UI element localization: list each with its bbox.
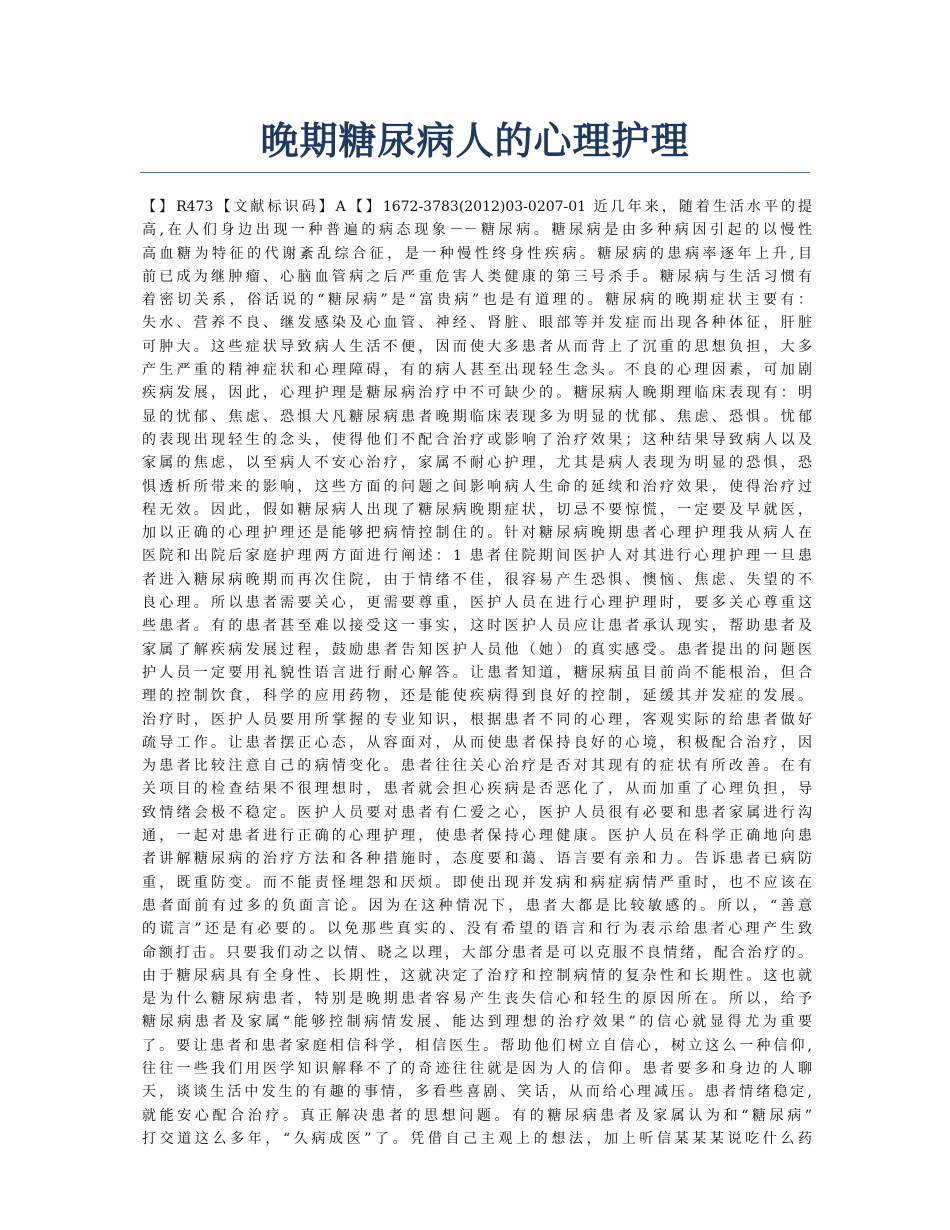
- body-line: 致情绪会极不稳定。医护人员要对患者有仁爱之心，医护人员很有必要和患者家属进行沟: [142, 804, 812, 821]
- body-line: 高,在人们身边出现一种普遍的病态现象－－糖尿病。糖尿病是由多种病因引起的以慢性: [142, 222, 812, 239]
- body-line: 命额打击。只要我们动之以情、晓之以理，大部分患者是可以克服不良情绪，配合治疗的。: [142, 944, 812, 961]
- title-divider: [140, 172, 810, 173]
- body-line: 者讲解糖尿病的治疗方法和各种措施时，态度要和蔼、语言要有亲和力。告诉患者已病防: [142, 851, 812, 868]
- body-line: 些患者。有的患者甚至难以接受这一事实，这时医护人员应让患者承认现实，帮助患者及: [142, 618, 812, 635]
- body-line: 良心理。所以患者需要关心，更需要尊重，医护人员在进行心理护理时，要多关心尊重这: [142, 595, 812, 612]
- body-line: 疾病发展，因此，心理护理是糖尿病治疗中不可缺少的。糖尿病人晚期理临床表现有：明: [142, 385, 812, 402]
- body-line: 天，谈谈生活中发生的有趣的事情，多看些喜剧、笑话，从而给心理减压。患者情绪稳定,: [142, 1084, 812, 1101]
- body-line: 医院和出院后家庭护理两方面进行阐述：1 患者住院期间医护人对其进行心理护理一旦患: [142, 548, 812, 565]
- body-line: 疏导工作。让患者摆正心态，从容面对，从而使患者保持良好的心境，积极配合治疗，因: [142, 734, 812, 751]
- page-title: 晚期糖尿病人的心理护理: [260, 119, 690, 163]
- body-line: 加以正确的心理护理还是能够把病情控制住的。针对糖尿病晚期患者心理护理我从病人在: [142, 525, 812, 542]
- body-line: 的谎言”还是有必要的。以免那些真实的、没有希望的语言和行为表示给患者心理产生致: [142, 921, 812, 938]
- body-line: 高血糖为特征的代谢紊乱综合征，是一种慢性终身性疾病。糖尿病的患病率逐年上升,目: [142, 245, 812, 262]
- body-line: 通，一起对患者进行正确的心理护理，使患者保持心理健康。医护人员在科学正确地向患: [142, 828, 812, 845]
- body-line: 家属了解疾病发展过程，鼓励患者告知医护人员他（她）的真实感受。患者提出的问题医: [142, 641, 812, 658]
- body-line: 产生严重的精神症状和心理障碍，有的病人甚至出现轻生念头。不良的心理因素，可加剧: [142, 362, 812, 379]
- body-line: 护人员一定要用礼貌性语言进行耐心解答。让患者知道，糖尿病虽目前尚不能根治，但合: [142, 664, 812, 681]
- body-line: 了。要让患者和患者家庭相信科学，相信医生。帮助他们树立自信心，树立这么一种信仰,: [142, 1037, 812, 1054]
- body-line: 前已成为继肿瘤、心脑血管病之后严重危害人类健康的第三号杀手。糖尿病与生活习惯有: [142, 268, 812, 285]
- body-line: 关项目的检查结果不很理想时，患者就会担心疾病是否恶化了，从而加重了心理负担，导: [142, 781, 812, 798]
- body-line: 显的忧郁、焦虑、恐惧大凡糖尿病患者晚期临床表现多为明显的忧郁、焦虑、恐惧。忧郁: [142, 408, 812, 425]
- body-line: 治疗时，医护人员要用所掌握的专业知识，根据患者不同的心理，客观实际的给患者做好: [142, 711, 812, 728]
- body-line: 理的控制饮食，科学的应用药物，还是能使疾病得到良好的控制，延缓其并发症的发展。: [142, 688, 812, 705]
- body-line: 者进入糖尿病晚期而再次住院，由于情绪不佳，很容易产生恐惧、懊恼、焦虑、失望的不: [142, 571, 812, 588]
- body-line: 患者面前有过多的负面言论。因为在这种情况下，患者大都是比较敏感的。所以，“善意: [142, 897, 812, 914]
- body-line: 家属的焦虑，以至病人不安心治疗，家属不耐心护理，尤其是病人表现为明显的恐惧，恐: [142, 455, 812, 472]
- body-line: 糖尿病患者及家属“能够控制病情发展、能达到理想的治疗效果”的信心就显得尤为重要: [142, 1014, 812, 1031]
- body-line: 【】R473【文献标识码】A【】1672-3783(2012)03-0207-01 近几年来，随着生活水平的提: [142, 199, 812, 215]
- article-body: [142, 196, 812, 1216]
- body-line: 程无效。因此，假如糖尿病人出现了糖尿病晚期症状，切忌不要惊慌，一定要及早就医，: [142, 501, 812, 518]
- body-line: 的表现出现轻生的念头，使得他们不配合治疗或影响了治疗效果；这种结果导致病人以及: [142, 431, 812, 448]
- body-line: 惧透析所带来的影响，这些方面的问题之间影响病人生命的延续和治疗效果，使得治疗过: [142, 478, 812, 495]
- body-line: 就能安心配合治疗。真正解决患者的思想问题。有的糖尿病患者及家属认为和“糖尿病”: [142, 1107, 812, 1124]
- body-line: 重，既重防变。而不能责怪埋怨和厌烦。即使出现并发病和病症病情严重时，也不应该在: [142, 874, 812, 891]
- body-line: 着密切关系，俗话说的“糖尿病”是“富贵病”也是有道理的。糖尿病的晚期症状主要有：: [142, 292, 812, 309]
- body-line: 为患者比较注意自己的病情变化。患者往往关心治疗是否对其现有的症状有所改善。在有: [142, 758, 812, 775]
- body-line: 失水、营养不良、继发感染及心血管、神经、肾脏、眼部等并发症而出现各种体征，肝脏: [142, 315, 812, 332]
- body-line: 打交道这么多年，“久病成医”了。凭借自己主观上的想法，加上听信某某某说吃什么药: [142, 1130, 812, 1147]
- body-line: 是为什么糖尿病患者，特别是晚期患者容易产生丧失信心和轻生的原因所在。所以，给予: [142, 991, 812, 1008]
- body-line: 由于糖尿病具有全身性、长期性，这就决定了治疗和控制病情的复杂性和长期性。这也就: [142, 967, 812, 984]
- body-line: 往往一些我们用医学知识解释不了的奇迹往往就是因为人的信仰。患者要多和身边的人聊: [142, 1060, 812, 1077]
- body-line: 可肿大。这些症状导致病人生活不便，因而使大多患者从而背上了沉重的思想负担，大多: [142, 338, 812, 355]
